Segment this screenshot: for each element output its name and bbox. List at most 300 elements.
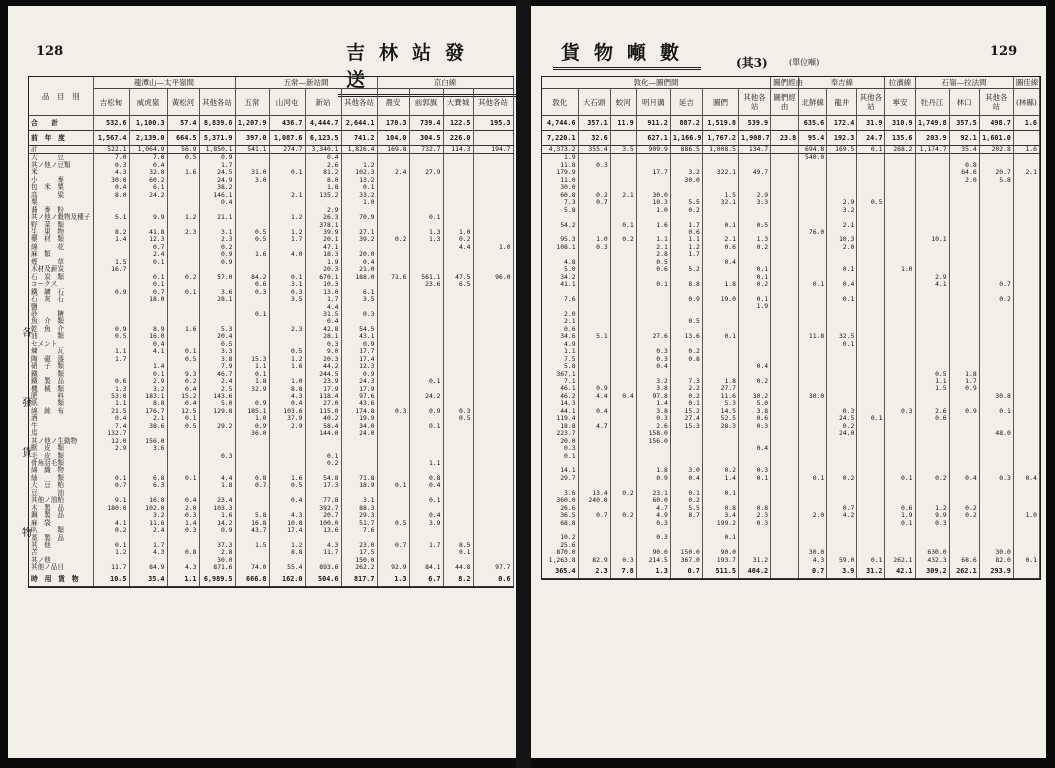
- table-cell: [1013, 341, 1039, 348]
- table-cell: 3.9: [409, 520, 443, 527]
- table-cell: 2.0: [949, 177, 979, 184]
- table-cell: [93, 304, 129, 311]
- table-cell: 17.4: [341, 356, 377, 363]
- table-cell: [93, 363, 129, 370]
- table-cell: 887.2: [670, 116, 702, 131]
- row-label: 大 豆 粕: [29, 482, 93, 489]
- table-cell: 666.8: [235, 572, 269, 587]
- table-row: [542, 281, 1040, 288]
- table-row: [542, 296, 1040, 303]
- table-cell: [739, 154, 771, 162]
- table-cell: 18.8: [542, 423, 578, 430]
- table-cell: 0.1: [305, 453, 341, 460]
- row-label: 藁 製 品: [29, 535, 93, 542]
- table-cell: [799, 453, 827, 460]
- table-cell: [443, 192, 473, 199]
- table-cell: [610, 475, 636, 482]
- table-cell: 12.3: [341, 363, 377, 370]
- table-row: [29, 430, 513, 437]
- table-cell: [857, 244, 885, 251]
- table-cell: [827, 184, 857, 191]
- table-cell: [610, 244, 636, 251]
- table-cell: 84.2: [235, 274, 269, 281]
- table-cell: 4.3: [269, 393, 305, 400]
- table-cell: [799, 199, 827, 206]
- table-cell: 179.9: [542, 169, 578, 176]
- table-cell: [473, 229, 513, 236]
- table-cell: 0.1: [979, 408, 1013, 415]
- table-cell: 162.0: [269, 572, 305, 587]
- table-cell: [578, 311, 610, 318]
- table-cell: [1013, 385, 1039, 392]
- table-cell: [610, 199, 636, 206]
- book-gutter: [516, 0, 531, 768]
- table-cell: 367.1: [542, 371, 578, 378]
- table-cell: [979, 341, 1013, 348]
- table-cell: [885, 348, 915, 355]
- table-cell: [409, 318, 443, 325]
- table-cell: [1013, 490, 1039, 497]
- table-cell: 11.7: [93, 564, 129, 571]
- table-cell: 0.2: [915, 475, 949, 482]
- table-cell: [473, 415, 513, 422]
- table-cell: [578, 289, 610, 296]
- table-cell: [885, 244, 915, 251]
- table-cell: 0.8: [409, 475, 443, 482]
- table-cell: [857, 363, 885, 370]
- table-cell: [610, 326, 636, 333]
- table-cell: [771, 251, 799, 258]
- table-cell: 43.7: [235, 527, 269, 534]
- table-cell: 1.5: [93, 259, 129, 266]
- table-cell: 6.3: [129, 482, 167, 489]
- table-cell: [739, 348, 771, 355]
- table-row: [29, 549, 513, 556]
- table-row: [542, 229, 1040, 236]
- table-cell: [377, 207, 409, 214]
- table-cell: [610, 460, 636, 467]
- table-cell: 44.1: [542, 408, 578, 415]
- table-cell: [857, 505, 885, 512]
- table-cell: [979, 251, 1013, 258]
- table-cell: [610, 154, 636, 162]
- table-cell: 1,908.7: [739, 131, 771, 146]
- table-cell: 30.0: [799, 393, 827, 400]
- table-cell: 0.3: [235, 289, 269, 296]
- table-cell: 13.2: [341, 177, 377, 184]
- table-cell: [799, 460, 827, 467]
- table-cell: [915, 222, 949, 229]
- table-row: [542, 393, 1040, 400]
- table-cell: [771, 333, 799, 340]
- table-cell: 21.1: [199, 214, 235, 221]
- table-cell: [915, 303, 949, 310]
- table-cell: [915, 326, 949, 333]
- table-cell: 3.6: [199, 289, 235, 296]
- table-cell: 27.0: [305, 400, 341, 407]
- table-cell: 132.7: [93, 430, 129, 437]
- table-cell: 2.1: [636, 244, 670, 251]
- table-row: [542, 408, 1040, 415]
- table-cell: [670, 154, 702, 162]
- table-cell: [857, 177, 885, 184]
- table-cell: 1.9: [305, 259, 341, 266]
- table-cell: 46.1: [542, 385, 578, 392]
- table-cell: 2.1: [542, 318, 578, 325]
- table-row: [542, 318, 1040, 325]
- column-header: 北鮮線: [799, 89, 827, 116]
- table-cell: 3.0: [670, 467, 702, 474]
- table-cell: 84.9: [129, 564, 167, 571]
- table-cell: [610, 289, 636, 296]
- table-cell: 26.3: [305, 214, 341, 221]
- table-cell: [799, 214, 827, 221]
- table-cell: 6.7: [409, 572, 443, 587]
- table-cell: 0.1: [857, 415, 885, 422]
- table-cell: 355.4: [578, 146, 610, 154]
- table-row: [542, 445, 1040, 452]
- table-cell: [578, 259, 610, 266]
- table-cell: 29.2: [199, 423, 235, 430]
- table-cell: [443, 177, 473, 184]
- table-cell: [610, 371, 636, 378]
- table-cell: [885, 527, 915, 534]
- table-cell: [949, 482, 979, 489]
- table-cell: [771, 490, 799, 497]
- table-cell: [915, 318, 949, 325]
- table-cell: [610, 259, 636, 266]
- table-cell: [473, 222, 513, 229]
- table-cell: [915, 460, 949, 467]
- table-cell: [915, 333, 949, 340]
- table-cell: 1.7: [409, 542, 443, 549]
- table-cell: [739, 490, 771, 497]
- table-cell: [702, 266, 738, 273]
- table-cell: 5.8: [542, 363, 578, 370]
- table-cell: 0.1: [739, 274, 771, 281]
- table-cell: [636, 154, 670, 162]
- table-cell: 3,340.1: [305, 146, 341, 154]
- column-header: 林口: [949, 89, 979, 116]
- table-cell: 0.6: [473, 572, 513, 587]
- table-cell: 0.2: [670, 207, 702, 214]
- table-cell: 0.2: [610, 512, 636, 519]
- table-cell: [670, 430, 702, 437]
- table-cell: 1.1: [93, 348, 129, 355]
- table-cell: 0.4: [670, 475, 702, 482]
- table-cell: 2.9: [269, 423, 305, 430]
- table-cell: [235, 214, 269, 221]
- table-cell: [915, 482, 949, 489]
- table-cell: 68.6: [949, 557, 979, 564]
- table-cell: [799, 371, 827, 378]
- table-cell: 4,373.2: [542, 146, 578, 154]
- table-cell: [949, 534, 979, 541]
- table-cell: 28.3: [702, 423, 738, 430]
- table-cell: 1.0: [443, 229, 473, 236]
- table-cell: 0.3: [979, 475, 1013, 482]
- table-cell: 9.9: [129, 214, 167, 221]
- table-cell: [409, 326, 443, 333]
- table-cell: 17.3: [305, 482, 341, 489]
- table-cell: [702, 207, 738, 214]
- table-cell: [885, 154, 915, 162]
- table-row: [29, 408, 513, 415]
- table-row: [29, 348, 513, 355]
- side-label: 貨: [22, 448, 32, 459]
- table-cell: 1.3: [377, 572, 409, 587]
- table-cell: 135.2: [305, 192, 341, 199]
- table-cell: [473, 505, 513, 512]
- table-cell: [578, 475, 610, 482]
- table-cell: [610, 356, 636, 363]
- table-row: [29, 289, 513, 296]
- table-cell: 10.3: [827, 236, 857, 243]
- table-cell: [235, 199, 269, 206]
- table-cell: 0.1: [670, 490, 702, 497]
- table-cell: 1.4: [93, 236, 129, 243]
- table-cell: 1.7: [305, 296, 341, 303]
- row-label: 大 豆: [29, 154, 93, 162]
- table-cell: 2.4: [199, 378, 235, 385]
- table-cell: 170.3: [377, 116, 409, 131]
- table-cell: [979, 229, 1013, 236]
- table-cell: [377, 281, 409, 288]
- table-cell: 0.5: [443, 415, 473, 422]
- table-cell: 30.8: [979, 393, 1013, 400]
- table-cell: 0.1: [409, 497, 443, 504]
- table-cell: [979, 184, 1013, 191]
- table-cell: 57.4: [167, 116, 199, 131]
- table-cell: [167, 453, 199, 460]
- table-cell: [610, 281, 636, 288]
- table-cell: [857, 371, 885, 378]
- table-cell: 4.4: [305, 304, 341, 311]
- table-cell: [827, 154, 857, 162]
- table-cell: [827, 251, 857, 258]
- table-cell: [885, 236, 915, 243]
- table-cell: 176.7: [129, 408, 167, 415]
- table-cell: [235, 326, 269, 333]
- table-row: [542, 184, 1040, 191]
- table-cell: [885, 214, 915, 221]
- table-cell: 27.7: [702, 385, 738, 392]
- table-cell: [377, 154, 409, 162]
- table-cell: [473, 326, 513, 333]
- table-cell: [827, 356, 857, 363]
- table-cell: [857, 207, 885, 214]
- table-row: [542, 333, 1040, 340]
- table-cell: 5.3: [199, 326, 235, 333]
- table-cell: [799, 296, 827, 303]
- table-cell: 14.1: [542, 467, 578, 474]
- table-cell: 0.9: [949, 385, 979, 392]
- table-cell: [578, 177, 610, 184]
- table-cell: [1013, 311, 1039, 318]
- table-cell: [409, 154, 443, 162]
- table-cell: 108.1: [542, 244, 578, 251]
- table-cell: [377, 460, 409, 467]
- page-title: 貨物噸數: [553, 36, 701, 70]
- table-cell: 47.5: [443, 274, 473, 281]
- table-row: [542, 266, 1040, 273]
- table-cell: 0.4: [636, 363, 670, 370]
- table-cell: 522.1: [93, 146, 129, 154]
- table-cell: [885, 445, 915, 452]
- table-cell: 17.7: [341, 348, 377, 355]
- table-cell: [827, 371, 857, 378]
- table-cell: [235, 438, 269, 445]
- table-cell: [799, 341, 827, 348]
- table-cell: [443, 259, 473, 266]
- table-cell: [857, 259, 885, 266]
- table-cell: [771, 527, 799, 534]
- table-cell: 0.7: [93, 482, 129, 489]
- table-cell: 392.7: [305, 505, 341, 512]
- table-cell: 23.0: [341, 542, 377, 549]
- table-cell: [979, 356, 1013, 363]
- table-cell: [409, 348, 443, 355]
- table-cell: 0.1: [1013, 557, 1039, 564]
- table-cell: [473, 318, 513, 325]
- table-cell: 2.3: [269, 326, 305, 333]
- column-group-header: 奉吉線: [799, 77, 885, 89]
- table-cell: [827, 318, 857, 325]
- table-cell: 0.3: [578, 244, 610, 251]
- table-cell: 0.2: [979, 296, 1013, 303]
- column-group-header: 五常—新站間: [235, 77, 377, 89]
- table-cell: [269, 453, 305, 460]
- table-cell: 0.4: [409, 512, 443, 519]
- table-cell: [610, 274, 636, 281]
- table-row: [29, 326, 513, 333]
- table-cell: [377, 386, 409, 393]
- table-cell: [473, 207, 513, 214]
- table-cell: [1013, 318, 1039, 325]
- column-header: 大賚城: [443, 89, 473, 116]
- table-cell: [771, 177, 799, 184]
- table-cell: [235, 490, 269, 497]
- table-cell: [377, 184, 409, 191]
- table-cell: 119.4: [542, 415, 578, 422]
- table-cell: [857, 214, 885, 221]
- table-cell: 539.9: [739, 116, 771, 131]
- table-cell: 1.2: [670, 244, 702, 251]
- table-cell: [915, 534, 949, 541]
- table-cell: [473, 356, 513, 363]
- table-cell: 262.1: [885, 557, 915, 564]
- table-cell: 0.7: [578, 512, 610, 519]
- table-cell: [1013, 296, 1039, 303]
- table-cell: [473, 192, 513, 199]
- table-cell: [1013, 281, 1039, 288]
- table-cell: [1013, 371, 1039, 378]
- table-cell: [473, 154, 513, 162]
- table-cell: 1.8: [702, 281, 738, 288]
- table-cell: [443, 475, 473, 482]
- table-cell: [409, 192, 443, 199]
- table-cell: 2.4: [129, 251, 167, 258]
- column-header: 敦化: [542, 89, 578, 116]
- table-cell: 0.9: [235, 423, 269, 430]
- table-cell: [771, 356, 799, 363]
- table-cell: [377, 333, 409, 340]
- table-cell: [827, 177, 857, 184]
- column-group-header: 京白線: [377, 77, 513, 89]
- table-cell: [857, 445, 885, 452]
- table-cell: 24.0: [827, 430, 857, 437]
- table-cell: [1013, 274, 1039, 281]
- table-cell: [915, 214, 949, 221]
- table-cell: [1013, 199, 1039, 206]
- table-row: [29, 192, 513, 199]
- table-row: [29, 445, 513, 452]
- table-row: [542, 222, 1040, 229]
- table-cell: [739, 453, 771, 460]
- table-cell: [578, 467, 610, 474]
- table-cell: 635.6: [799, 116, 827, 131]
- table-cell: 90.0: [636, 549, 670, 556]
- column-header: 前郭旗: [409, 89, 443, 116]
- table-row: [29, 393, 513, 400]
- table-cell: 13.0: [305, 289, 341, 296]
- table-cell: [167, 244, 199, 251]
- table-cell: [578, 303, 610, 310]
- table-cell: 5.2: [670, 266, 702, 273]
- table-cell: 0.3: [636, 520, 670, 527]
- table-cell: 8.7: [670, 512, 702, 519]
- table-cell: 1.8: [305, 184, 341, 191]
- table-cell: 95.4: [799, 131, 827, 146]
- table-cell: 0.3: [167, 512, 199, 519]
- table-cell: 2.0: [542, 311, 578, 318]
- table-cell: 3.9: [827, 564, 857, 579]
- table-cell: [610, 333, 636, 340]
- table-cell: 310.9: [885, 116, 915, 131]
- table-row: [29, 214, 513, 221]
- table-cell: [771, 534, 799, 541]
- table-cell: [443, 169, 473, 176]
- column-header: 山河屯: [269, 89, 305, 116]
- table-cell: [979, 371, 1013, 378]
- table-cell: [857, 184, 885, 191]
- table-cell: [949, 453, 979, 460]
- table-cell: [578, 460, 610, 467]
- table-cell: 9.3: [167, 371, 199, 378]
- table-cell: [610, 438, 636, 445]
- table-cell: [885, 326, 915, 333]
- table-cell: 143.6: [199, 393, 235, 400]
- table-cell: 114.3: [443, 146, 473, 154]
- table-cell: [636, 445, 670, 452]
- table-cell: 268.2: [885, 146, 915, 154]
- table-cell: [235, 296, 269, 303]
- table-cell: [409, 289, 443, 296]
- row-label: 硝 子 類: [29, 363, 93, 370]
- table-cell: [670, 438, 702, 445]
- table-cell: 0.4: [167, 386, 199, 393]
- table-cell: 0.4: [827, 281, 857, 288]
- table-cell: 0.2: [443, 236, 473, 243]
- table-cell: [827, 534, 857, 541]
- table-cell: 30.0: [93, 177, 129, 184]
- table-row: [542, 557, 1040, 564]
- table-cell: [443, 311, 473, 318]
- table-cell: [915, 184, 949, 191]
- table-cell: [827, 378, 857, 385]
- table-cell: [578, 371, 610, 378]
- row-label: 馬: [29, 430, 93, 437]
